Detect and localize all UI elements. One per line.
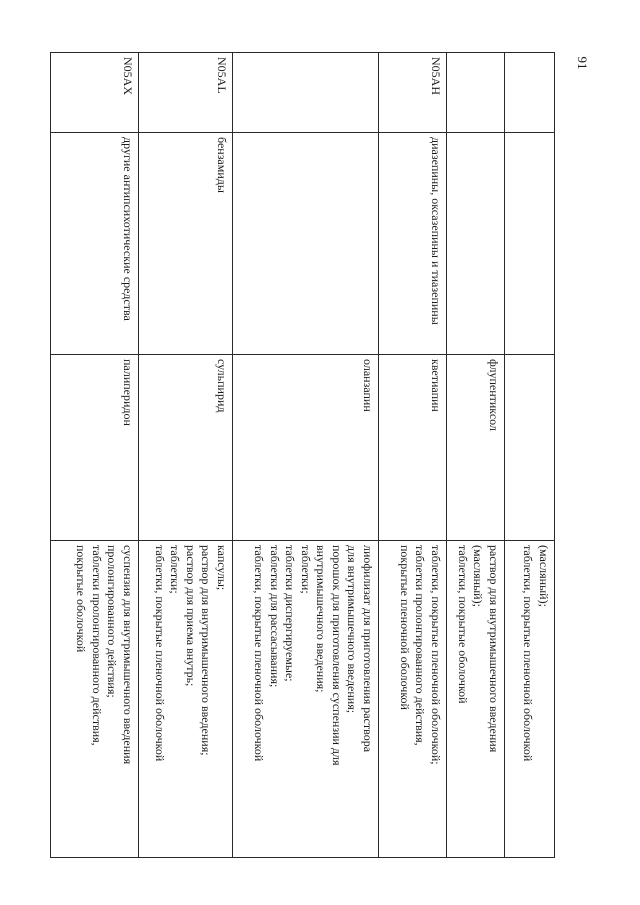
group-cell: другие антипсихотические средства xyxy=(51,133,138,355)
table-row xyxy=(51,53,138,857)
group-cell: диазепины, оксазепины и тиазепины xyxy=(379,133,446,355)
dosage-form-line: таблетки пролонгированного действия, xyxy=(90,545,104,746)
inn-cell xyxy=(505,355,554,541)
atc-code-cell: N05AL xyxy=(139,53,232,133)
drug-table xyxy=(50,52,555,858)
dosage-form-line: покрытые пленочной оболочкой xyxy=(398,545,412,710)
dosage-form-line: суспензия для внутримышечного введения xyxy=(121,545,135,765)
dosage-form-line: (масляный); xyxy=(471,545,486,607)
group-cell: бензамиды xyxy=(139,133,232,355)
atc-code-cell xyxy=(447,53,504,133)
dosage-form-line: раствор для внутримышечного введения; xyxy=(199,545,214,756)
dosage-form-cell xyxy=(505,541,554,857)
dosage-form-line: (масляный); xyxy=(537,545,551,607)
atc-code-cell xyxy=(505,53,554,133)
inn-cell: палиперидон xyxy=(51,355,138,541)
dosage-form-line: таблетки диспергируемые; xyxy=(283,545,298,682)
dosage-form-cell xyxy=(447,541,504,857)
dosage-form-line: таблетки; xyxy=(168,545,183,594)
inn-cell: флупентиксол xyxy=(447,355,504,541)
dosage-form-line: порошок для приготовления суспензии для xyxy=(330,545,344,766)
group-cell xyxy=(447,133,504,355)
dosage-form-cell xyxy=(139,541,232,857)
dosage-form-cell xyxy=(51,541,138,857)
page-number xyxy=(572,48,592,78)
dosage-form-line: таблетки, покрытые пленочной оболочкой xyxy=(521,545,536,762)
dosage-form-line: таблетки, покрытые пленочной оболочкой; xyxy=(429,545,443,765)
dosage-form-line: раствор для внутримышечного введения xyxy=(487,545,501,753)
dosage-form-line: таблетки, покрытые пленочной оболочкой xyxy=(153,545,167,762)
dosage-form-cell xyxy=(379,541,446,857)
table-row xyxy=(138,53,232,857)
table-row xyxy=(504,53,554,857)
dosage-form-line: лиофилизат для приготовления раствора xyxy=(361,545,375,753)
group-cell xyxy=(505,133,554,355)
dosage-form-line: пролонгированного действия; xyxy=(105,545,120,698)
atc-code-cell xyxy=(233,53,378,133)
document-page xyxy=(50,52,555,858)
inn-cell: сульпирид xyxy=(139,355,232,541)
dosage-form-line: таблетки для рассасывания; xyxy=(268,545,282,688)
table-row xyxy=(378,53,446,857)
dosage-form-line: покрытые оболочкой xyxy=(74,545,89,653)
dosage-form-cell xyxy=(233,541,378,857)
table-row xyxy=(446,53,504,857)
dosage-form-line: для внутримышечного введения; xyxy=(345,545,360,714)
atc-code-cell: N05AH xyxy=(379,53,446,133)
dosage-form-line: таблетки, покрытые пленочной оболочкой xyxy=(252,545,267,762)
inn-cell: кветиапин xyxy=(379,355,446,541)
table-row xyxy=(232,53,378,857)
dosage-form-line: таблетки; xyxy=(299,545,313,594)
dosage-form-line: внутримышечного введения; xyxy=(314,545,329,693)
dosage-form-line: капсулы; xyxy=(215,545,229,591)
group-cell xyxy=(233,133,378,355)
dosage-form-line: раствор для приема внутрь; xyxy=(184,545,198,687)
dosage-form-line: таблетки пролонгированного действия, xyxy=(413,545,428,746)
page-number-text: 91 xyxy=(575,56,590,70)
dosage-form-line: таблетки, покрытые оболочкой xyxy=(456,545,470,704)
atc-code-cell: N05AX xyxy=(51,53,138,133)
inn-cell: оланзапин xyxy=(233,355,378,541)
